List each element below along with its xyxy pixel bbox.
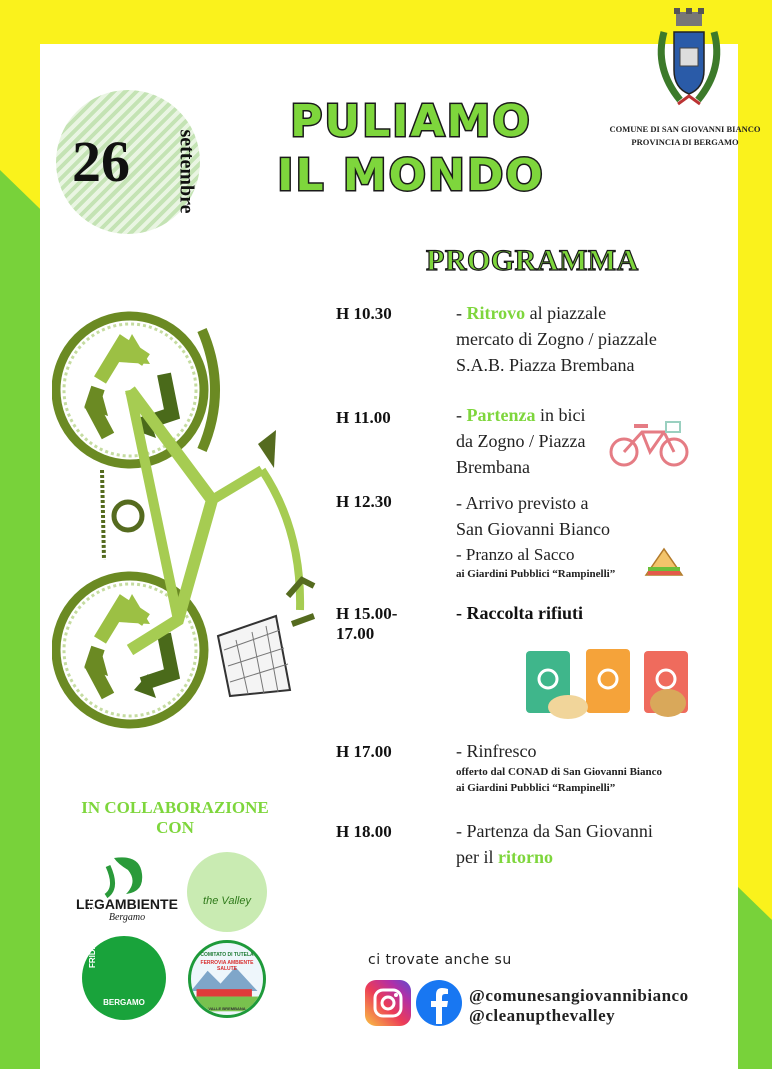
instagram-icon[interactable] (365, 980, 411, 1026)
title-line-1: PULIAMO (290, 96, 532, 147)
social-handle-1[interactable]: @comunesangiovannibianco (469, 986, 689, 1005)
collab-heading-2: CON (156, 818, 194, 837)
date-month: settembre (175, 129, 198, 214)
legambiente-name: LEGAMBIENTE (76, 896, 178, 912)
title-line-2: IL MONDO (277, 150, 545, 201)
desc-3-line1: - Arrivo previsto a (456, 493, 589, 513)
desc-6-line2-pre: per il (456, 847, 498, 867)
desc-2-rest: in bici (535, 405, 586, 425)
time-5: H 17.00 (336, 742, 392, 761)
collab-heading-1: IN COLLABORAZIONE (81, 798, 269, 817)
time-3: H 12.30 (336, 492, 392, 511)
find-us-text: ci trovate anche su (368, 952, 512, 968)
desc-1: - Ritrovo al piazzale mercato di Zogno / piazzale S.A.B. Piazza Brembana (456, 300, 657, 378)
desc-1-highlight: Ritrovo (466, 303, 526, 323)
desc-2: - Partenza in bici da Zogno / Piazza Brembana (456, 402, 585, 480)
desc-4: - Raccolta rifiuti (456, 603, 583, 623)
date-day: 26 (72, 129, 130, 194)
desc-3-line2: San Giovanni Bianco (456, 519, 610, 539)
desc-2-line2: da Zogno / Piazza (456, 431, 586, 451)
desc-1-rest: al piazzale (525, 303, 607, 323)
recycle-bins-icon (518, 645, 696, 725)
fff-bergamo: BERGAMO (103, 998, 145, 1007)
desc-3-line3: - Pranzo al Sacco (456, 545, 575, 564)
sandwich-icon (644, 545, 684, 581)
desc-3 (456, 490, 610, 542)
comune-province: PROVINCIA DI BERGAMO (631, 137, 739, 147)
fff-text: FRIDAYS FOR FUTURE (88, 879, 97, 968)
cleanup-logo (187, 852, 267, 932)
desc-1-line2: mercato di Zogno / piazzale (456, 329, 657, 349)
desc-6-line1: - Partenza da San Giovanni (456, 821, 653, 841)
desc-5: - Rinfresco (456, 741, 537, 761)
desc-5-small1: offerto dal CONAD di San Giovanni Bianco (456, 766, 662, 778)
comitato-subtitle: FERROVIA AMBIENTE SALUTE (200, 960, 254, 972)
desc-6-highlight: ritorno (498, 847, 553, 867)
crest-icon (650, 8, 728, 116)
time-2: H 11.00 (336, 408, 391, 427)
legambiente-sub: Bergamo (108, 912, 146, 923)
social-handle-2[interactable]: @cleanupthevalley (469, 1006, 616, 1025)
desc-6 (456, 818, 653, 870)
time-6: H 18.00 (336, 822, 392, 841)
time-4b: 17.00 (336, 624, 375, 643)
programma-heading: PROGRAMMA (426, 244, 639, 277)
comitato-footer: VALLE BREMBANA (208, 1006, 246, 1011)
desc-2-line3: Brembana (456, 457, 530, 477)
facebook-icon[interactable] (416, 980, 462, 1026)
desc-5-small2: ai Giardini Pubblici “Rampinelli” (456, 782, 616, 794)
comitato-title: COMITATO DI TUTELA (200, 952, 254, 958)
desc-3-small: ai Giardini Pubblici “Rampinelli” (456, 568, 616, 580)
recycle-bicycle-illustration (52, 290, 382, 780)
comune-name: COMUNE DI SAN GIOVANNI BIANCO (609, 124, 761, 134)
bicycle-icon (608, 412, 690, 468)
cleanup-text: the Valley (203, 895, 251, 907)
time-1: H 10.30 (336, 304, 392, 323)
time-4: H 15.00- (336, 604, 398, 623)
desc-2-highlight: Partenza (466, 405, 536, 425)
desc-1-line3: S.A.B. Piazza Brembana (456, 355, 635, 375)
